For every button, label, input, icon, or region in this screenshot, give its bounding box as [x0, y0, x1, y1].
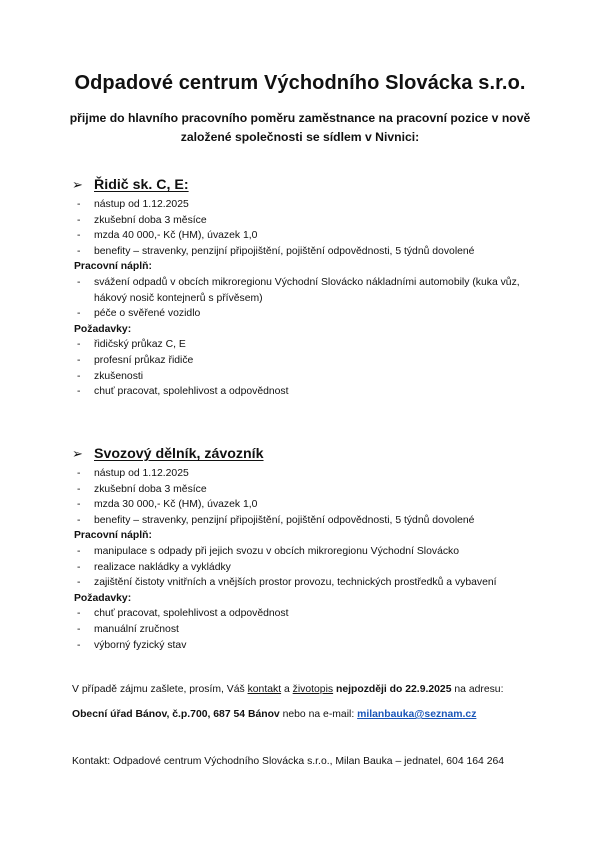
list-item: - zkušební doba 3 měsíce [77, 483, 207, 495]
list-item: - benefity – stravenky, penzijní připojištění, pojištění odpovědnosti, 5 týdnů dovolené [77, 245, 475, 257]
list-item: - nástup od 1.12.2025 [77, 468, 189, 479]
office-address: Obecní úřad Bánov, č.p.700, 687 54 Bánov [72, 709, 280, 720]
list-item: - chuť pracovat, spolehlivost a odpovědnost [77, 608, 289, 620]
arrow-bullet-icon: ➢ [72, 177, 83, 192]
list-item: - manuální zručnost [77, 623, 179, 635]
list-item: - zajištění čistoty vnitřních a vnějších prostor provozu, technických prostředků a vybavení [77, 577, 497, 589]
position-driver-heading [72, 175, 542, 195]
list-item: - profesní průkaz řidiče [77, 354, 194, 366]
list-item: - chuť pracovat, spolehlivost a odpovědnost [77, 386, 289, 398]
list-item: - benefity – stravenky, penzijní připojištění, pojištění odpovědnosti, 5 týdnů dovolené [77, 514, 475, 526]
contact-line: Kontakt: Odpadové centrum Východního Slovácka s.r.o., Milan Bauka – jednatel, 604 164 264 [72, 756, 505, 767]
list-item: - mzda 40 000,- Kč (HM), úvazek 1,0 [77, 230, 258, 242]
duties-label: Pracovní náplň: [74, 261, 152, 273]
list-item: - zkušební doba 3 měsíce [77, 214, 207, 226]
requirements-label: Požadavky: [74, 323, 132, 335]
duties-label: Pracovní náplň: [74, 530, 152, 542]
list-item: - výborný fyzický stav [77, 639, 187, 651]
list-item: - realizace nakládky a vykládky [77, 561, 231, 573]
kontakt-word: kontakt [247, 684, 282, 695]
address-line: Obecní úřad Bánov, č.p.700, 687 54 Bánov nebo na e-mail: milanbauka@seznam.cz [72, 709, 477, 720]
page-title: Odpadové centrum Východního Slovácka s.r.o. [74, 72, 526, 94]
list-item: - mzda 30 000,- Kč (HM), úvazek 1,0 [77, 499, 258, 511]
list-item: - manipulace s odpady při jejich svozu v obcích mikroregionu Východní Slovácko [77, 545, 460, 557]
page-subtitle: přijme do hlavního pracovního poměru zaměstnance na pracovní pozice v nově založené společnosti se sídlem v Nivnici: [69, 111, 531, 144]
position-driver-title: Řidič sk. C, E: [94, 177, 189, 193]
deadline: nejpozději do 22.9.2025 [335, 684, 452, 695]
requirements-label: Požadavky: [74, 592, 132, 604]
zivotopis-word: životopis [292, 684, 334, 695]
position-worker-heading [72, 444, 542, 464]
list-item: - svážení odpadů v obcích mikroregionu Východní Slovácko nákladními automobily (kuka vůz, hákový nosič kontejnerů s přívěsem) [77, 276, 520, 304]
apply-instructions: V případě zájmu zašlete, prosím, Váš kontakt a životopis nejpozději do 22.9.2025 na adresu: [72, 684, 504, 695]
list-item: - nástup od 1.12.2025 [77, 199, 189, 210]
list-item: - řidičský průkaz C, E [77, 339, 186, 351]
position-driver [72, 175, 542, 400]
list-item: - zkušenosti [77, 370, 144, 382]
email-link[interactable]: milanbauka@seznam.cz [357, 709, 477, 720]
position-worker [72, 444, 542, 653]
list-item: - péče o svěřené vozidlo [77, 308, 201, 320]
arrow-bullet-icon: ➢ [72, 446, 83, 461]
position-worker-title: Svozový dělník, závozník [94, 446, 264, 462]
